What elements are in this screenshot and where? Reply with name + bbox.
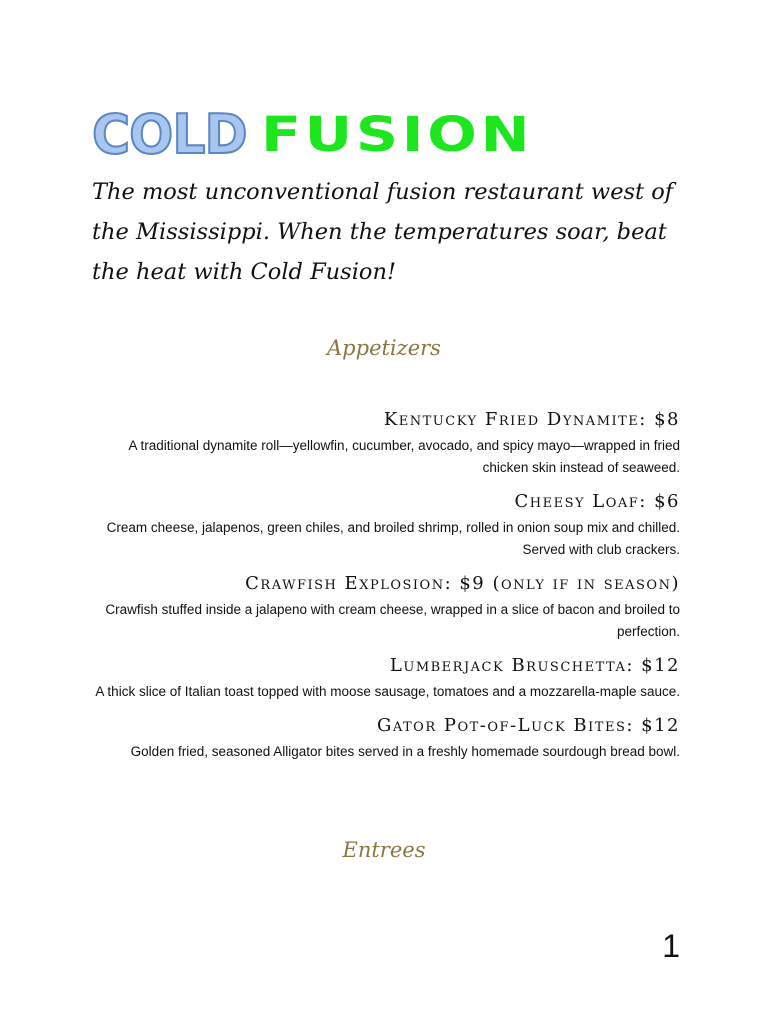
menu-item-title: Lumberjack Bruschetta: $12 xyxy=(389,655,680,676)
page-number: 1 xyxy=(662,928,680,964)
menu-item-description: A traditional dynamite roll—yellowfin, cucumber, avocado, and spicy mayo—wrapped in fried chicken skin instead of seaweed. xyxy=(128,438,680,475)
menu-item-description: Cream cheese, jalapenos, green chiles, and broiled shrimp, rolled in onion soup mix and chilled. Served with club crackers. xyxy=(106,520,680,557)
logo-cold-word: COLD xyxy=(92,103,247,167)
menu-item-title: Gator Pot-of-Luck Bites: $12 xyxy=(376,715,680,736)
menu-item-title: Crawfish Explosion: $9 (only if in season) xyxy=(245,573,680,594)
menu-item-description: Crawfish stuffed inside a jalapeno with cream cheese, wrapped in a slice of bacon and broiled to perfection. xyxy=(105,602,680,639)
menu-item-description: Golden fried, seasoned Alligator bites served in a freshly homemade sourdough bread bowl. xyxy=(130,744,680,759)
tagline: The most unconventional fusion restaurant west of the Mississippi. When the temperatures soar, beat the heat with Cold Fusion! xyxy=(92,179,674,285)
menu-item xyxy=(88,711,680,763)
restaurant-logo xyxy=(92,103,533,167)
menu-item-title: Kentucky Fried Dynamite: $8 xyxy=(383,409,680,430)
menu-item-title: Cheesy Loaf: $6 xyxy=(514,491,680,512)
menu-item xyxy=(88,651,680,703)
menu-item xyxy=(88,487,680,561)
menu-item xyxy=(88,405,680,479)
logo-fusion-word: FUSION xyxy=(260,107,533,163)
appetizers-list xyxy=(88,405,680,771)
entrees-heading: Entrees xyxy=(342,838,426,862)
menu-item-description: A thick slice of Italian toast topped with moose sausage, tomatoes and a mozzarella-maple sauce. xyxy=(95,684,680,699)
menu-item xyxy=(88,569,680,643)
appetizers-heading: Appetizers xyxy=(327,336,441,360)
